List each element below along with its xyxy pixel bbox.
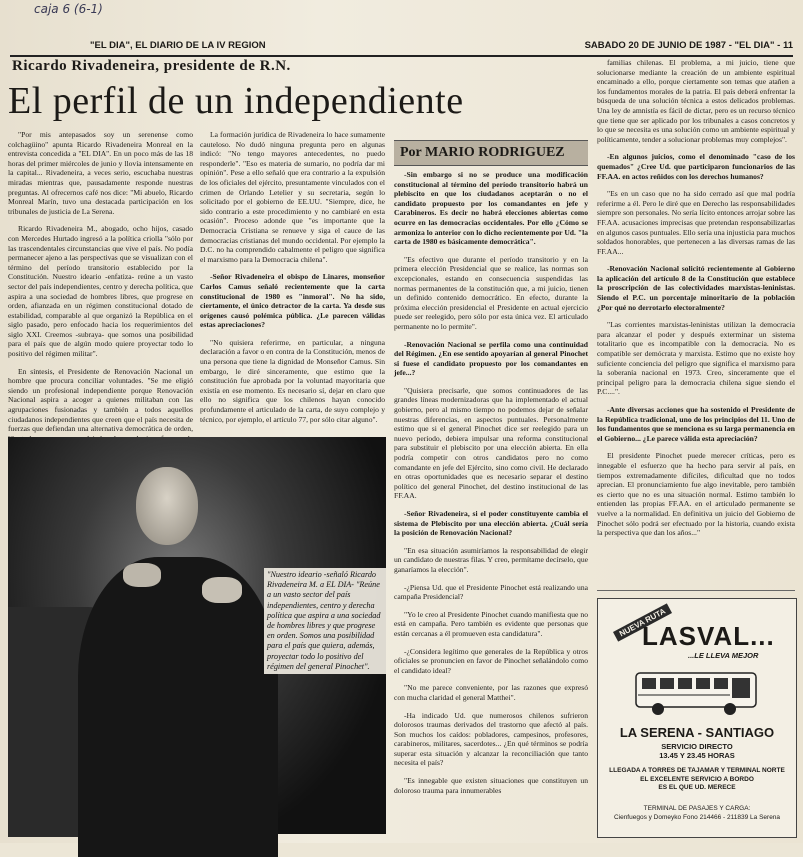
ad-service-times: 13.45 Y 23.45 HORAS [659,751,735,760]
question: -Señor Rivadeneira, si el poder constituyente cambia el sistema de Plebiscito por una elección abierta. ¿Cuál sería la posición de Renovación Nacional? [394,509,588,538]
question: -Sin embargo si no se produce una modificación constitucional al término del período transitorio habrá un plebiscito en que los ciudadanos aceptarán o no el candidato propuesto por los comandantes en jefe y Carabineros. Es decir no habrá elecciones abiertas como ocurre en las democracias occidentales. Por ello ¿Cómo se armoniza lo anterior con lo dicho recientemente por Ud. "la carta de 1980 es básicamente democrática". [394,170,588,247]
paragraph: "En esa situación asumiríamos la responsabilidad de elegir un candidato de nuestras filas. Y creo, permítame decírselo, que ganaríamos la elección". [394,545,588,574]
ad-info-line: ES EL QUE UD. MERECE [658,784,736,791]
header-rule [10,55,793,57]
header-left: "EL DIA", EL DIARIO DE LA IV REGION [90,40,266,51]
ad-info-line: LLEGADA A TORRES DE TAJAMAR Y TERMINAL NORTE [609,767,785,774]
ad-footer-line: Cienfuegos y Domeyko Fono 214466 - 211839 La Serena [613,813,781,821]
ad-divider [597,590,795,591]
suit-shape [78,557,278,857]
paragraph: "Es en un caso que no ha sido cerrado así que mal podría referirme a él. Pero le diré que en Derecho las responsabilidades siempre son personales. No sería lícito entonces arrojar sobre las FF.AA. acusaciones imprecisas que pretendan responsabilizarlas en algunos casos puntuales. Ello sería una injusticia para muchos soldados honorables, que pertenecen a las diversas ramas de las FF.AA... [597,189,795,256]
paragraph: La formación jurídica de Rivadeneira lo hace sumamente cauteloso. No dudó ninguna pregunta pero en algunas indicó: "No tengo mayores antecedentes, no puedo responderle". "Eso es materia de sumario, no podría dar mi opinión". Pese a ello señaló que era contrario a la expulsión de los oficiales del ejército, presuntamente vinculados con el crimen de Orlando Letelier y su secretaria, según lo solicitado por el gobierno de EE.UU. "Siempre, dice, he sido contrario a este procedimiento y no cambiaré en esta ocasión". Proceso adonde que "es importante que la Democracia Cristiana se renueve y siga el cauce de las democracias cristianas del mundo occidental. Por ejemplo la D.C. no ha comprendido cabalmente el peligro que significa el marxismo para la Democracia chilena". [200,130,385,264]
face-shape [136,467,198,545]
article-headline: El perfil de un independiente [8,80,464,122]
ad-info [598,767,796,793]
bus-icon [634,669,760,717]
paragraph: "Es innegable que existen situaciones que constituyen un doloroso trauma para innumerables [394,776,588,795]
ad-brand: LASVAL... [642,621,775,651]
byline: Por MARIO RODRIGUEZ [400,145,565,160]
question: -Ha indicado Ud. que numerosos chilenos sufrieron dolorosos traumas derivados del trastorno que afectó al país. Son muchos los caídos: pobladores, campesinos, profesores, carabineros, militares, sacerdotes... ¿En qué términos se podría superar esta situación y alcanzar la reconciliación que tanto necesita el país? [394,710,588,768]
question: -Renovación Nacional se perfila como una continuidad del Régimen. ¿En ese sentido apoyarían al general Pinochet si fuese el candidato propuesto por los comandantes en jefe...? [394,339,588,378]
paragraph: Ricardo Rivadeneira M., abogado, ocho hijos, casado con Mercedes Hurtado ingresó a la política criolla "sólo por las trascendentales circunstancias que vive el país. No podía permanecer ajeno a las perspectivas que se visualizan con el término del período transitorio establecido por la Constitución. Nuestro ideario -enfatiza- reúne a un vasto sector del país independientes, centro y derecha política, que aspira a una sociedad de hombres libres, que progrese en orden, afianzada en un régimen constitucional dotado de estabilidad, comparable al que organizó la República en el siglo pasado, pero enfocado hacia los requerimientos del siglo XXI. Creemos -subraya- que somos una posibilidad para el país que de algún modo quiere proyectar todo lo positivo del régimen militar". [8,224,193,359]
question: -Renovación Nacional solicitó recientemente al Gobierno la aplicación del artículo 8 de la Constitución que establece la proscripción de las colectividades marxistas-leninistas. Siendo el P.C. un porcentaje minoritario de la población ¿Por qué no derrotarlo electoralmente? [597,264,795,312]
bus-advertisement [597,598,797,838]
ad-footer [598,805,796,822]
question: -Ante diversas acciones que ha sostenido el Presidente de la República tradicional, uno de los principios del 11. Uno de los fundamentos que se menciona es su larga permanencia en el Gobierno... ¿Le parece válida esta apreciación? [597,405,795,443]
page-header [10,40,793,54]
photo-caption: "Nuestro ideario -señaló Ricardo Rivadeneira M. a EL DIA- "Reúne a un vasto sector del país independientes, centro y derecha política que aspira a una sociedad de hombres libres y que progrese en orden. Somos una posibilidad para el país que quiera, además, proyectar todo lo positivo del régimen del general Pinochet". [264,568,386,674]
paragraph: "Las corrientes marxistas-leninistas utilizan la democracia para alcanzar el poder y después exterminar un sistema totalitario que es incompatible con la democracia. No es compatible ser demócrata y marxista. Estimo que no existe hoy suficiente conciencia del peligro que significa el marxismo para la soberanía nacional en 1973. Creo, sinceramente que el principal peligro para la democracia chilena sigue siendo el P.C....". [597,320,795,397]
ad-badge: NUEVA RUTA [613,603,672,641]
hand-shape [202,577,242,603]
question: -Señor Rivadeneira el obispo de Linares, monseñor Carlos Camus señaló recientemente que la carta constitucional de 1980 es "inmoral". No ha sido, ciertamente, el único detractor de la carta. Ya desde sus orígenes causó polémica pública. ¿Le parecen válidas estas apreciaciones? [200,272,385,330]
byline-bar [394,140,588,166]
handwritten-note: caja 6 (6-1) [34,2,103,16]
ad-service-line: SERVICIO DIRECTO [661,742,733,751]
paragraph: En síntesis, el Presidente de Renovación Nacional un hombre que procura conciliar voluntades. "Se me eligió siendo un profesional independiente porque Renovación Nacional aspira a acoger a quienes militaban con las agrupaciones fusionadas y también a todos aquellos ciudadanos independientes que creen que el país necesita de fuerzas que defiendan una alternativa democrática de orden, [8,366,193,434]
article-column-2 [200,130,385,426]
hand-shape [123,563,161,587]
ad-info-line: EL EXCELENTE SERVICIO A BORDO [640,775,754,783]
paragraph: El presidente Pinochet puede merecer críticas, pero es innegable el esfuerzo que ha hecho para servir al país, en tiempos extremadamente difíciles, dificultad que no todos aprecian. El pronunciamiento fue algo inevitable, pero también es cierto que no es una situación normal. Estimo también lo entienden las propias FF.AA. en el articulado permanente se vuelve a la normalidad. En definitiva un juicio del Gobierno de Pinochet sólo podrá ser efectuado por la historia, cuando exista la perspectiva que dan los años..." [597,451,795,538]
ad-route: LA SERENA - SANTIAGO [619,725,775,740]
ad-service [598,742,796,760]
question: -¿Piensa Ud. que el Presidente Pinochet está realizando una campaña Presidencial? [394,582,588,602]
paragraph: "Es efectivo que durante el período transitorio y en la primera elección Presidencial que se realice, las normas son excepcionales, estando en consecuencia suspendidas las normas permanentes de la constitución que, a mi juicio, tienen un definido contenido democrático. En efecto, durante la próxima elección presidencial el Presidente en actual ejercicio puede ser reelegido, pero sólo por esta única vez. El articulado permanente no lo permite". [394,254,588,331]
paragraph: "No me parece conveniente, por las razones que expresó con mucha claridad el general Matthei". [394,683,588,702]
paragraph: "No quisiera referirme, en particular, a ninguna declaración a favor o en contra de la Constitución, menos de una persona que tiene la dignidad de Monseñor Camus. Sin embargo, le diré sinceramente, que estimo que la constitución fue aprobada por la voluntad mayoritaria que existía en ese momento. Es necesario sí, dejar en claro que ello no significa que los chilenos hayan conocido profundamente el articulado de la carta, de suyo complejo y técnico, por ejemplo, el artículo 77, por sólo citar alguno". [200,337,385,424]
paragraph: "Yo le creo al Presidente Pinochet cuando manifiesta que no está en campaña. Pero también es evidente que personas que están cercanas a él promueven esta candidatura". [394,609,588,638]
question: -En algunos juicios, como el denominado "caso de los quemados" ¿Cree Ud. que participaron funcionarios de las FF.AA. en actos reñidos con los derechos humanos? [597,152,795,181]
question: -¿Considera legítimo que generales de la República y otros oficiales se pronuncien en favor de Pinochet señalándolo como el candidato ideal? [394,646,588,675]
article-column-3 [394,170,588,835]
paragraph: familias chilenas. El problema, a mi juicio, tiene que solucionarse mediante la creación de un ambiente espiritual encaminado a ello, porque ciertamente son temas que atañen a los fundamentos morales de la patria. El país deberá enfrentar la búsqueda de una solución técnica a estos delicados problemas. Una ley de amnistía es fácil de dictar, pero es un recurso técnico que tiene que ser aplicado por los tribunales a casos concretos y lo que se necesita es una solución como un ambiente espiritual y políticamente, tender a solucionar problemas muy complejos". [597,58,795,144]
paragraph: "Quisiera precisarle, que somos continuadores de las grandes líneas modernizadoras que ha implementado el actual gobierno, pero al mismo tiempo no podemos dejar de señalar nuestras diferencias, en aspectos puntuales. Personalmente estimo que si el general Pinochet dice ser reelegido para un nuevo período, debiera impulsar una reforma constitucional para substituir el plebiscito por una elección abierta. En ella podría competir con otros candidatos pero no como comandante en jefe del Ejército, sino como civil. He declarado en otras oportunidades que es necesario separar el destino político del general Pinochet, del destino institucional de las FF.AA. [394,385,588,501]
article-column-1 [8,130,193,434]
ad-slogan: ...LE LLEVA MEJOR [688,651,759,660]
ad-footer-line: TERMINAL DE PASAJES Y CARGA: [643,805,751,812]
article-kicker: Ricardo Rivadeneira, presidente de R.N. [12,58,291,74]
article-column-4 [597,58,795,583]
header-right: SABADO 20 DE JUNIO DE 1987 - "EL DIA" - 11 [584,40,793,51]
paragraph: "Por mis antepasados soy un serenense como colchagüino" apunta Ricardo Rivadeneira Monreal en la entrevista concedida a "EL DIA". En un poco más de las 18 horas del primer miércoles de junio y llovía intensamente en la capital... Rivadeneira, a veces serio, escuchaba nuestras miradas mientras que, pausadamente responde nuestras preguntas. Al ofrecernos café nos dice: "Mi abuelo, Ricardo Monreal Marín, tuvo una destacada participación en los tribunales de justicia de La Serena. [8,130,193,216]
